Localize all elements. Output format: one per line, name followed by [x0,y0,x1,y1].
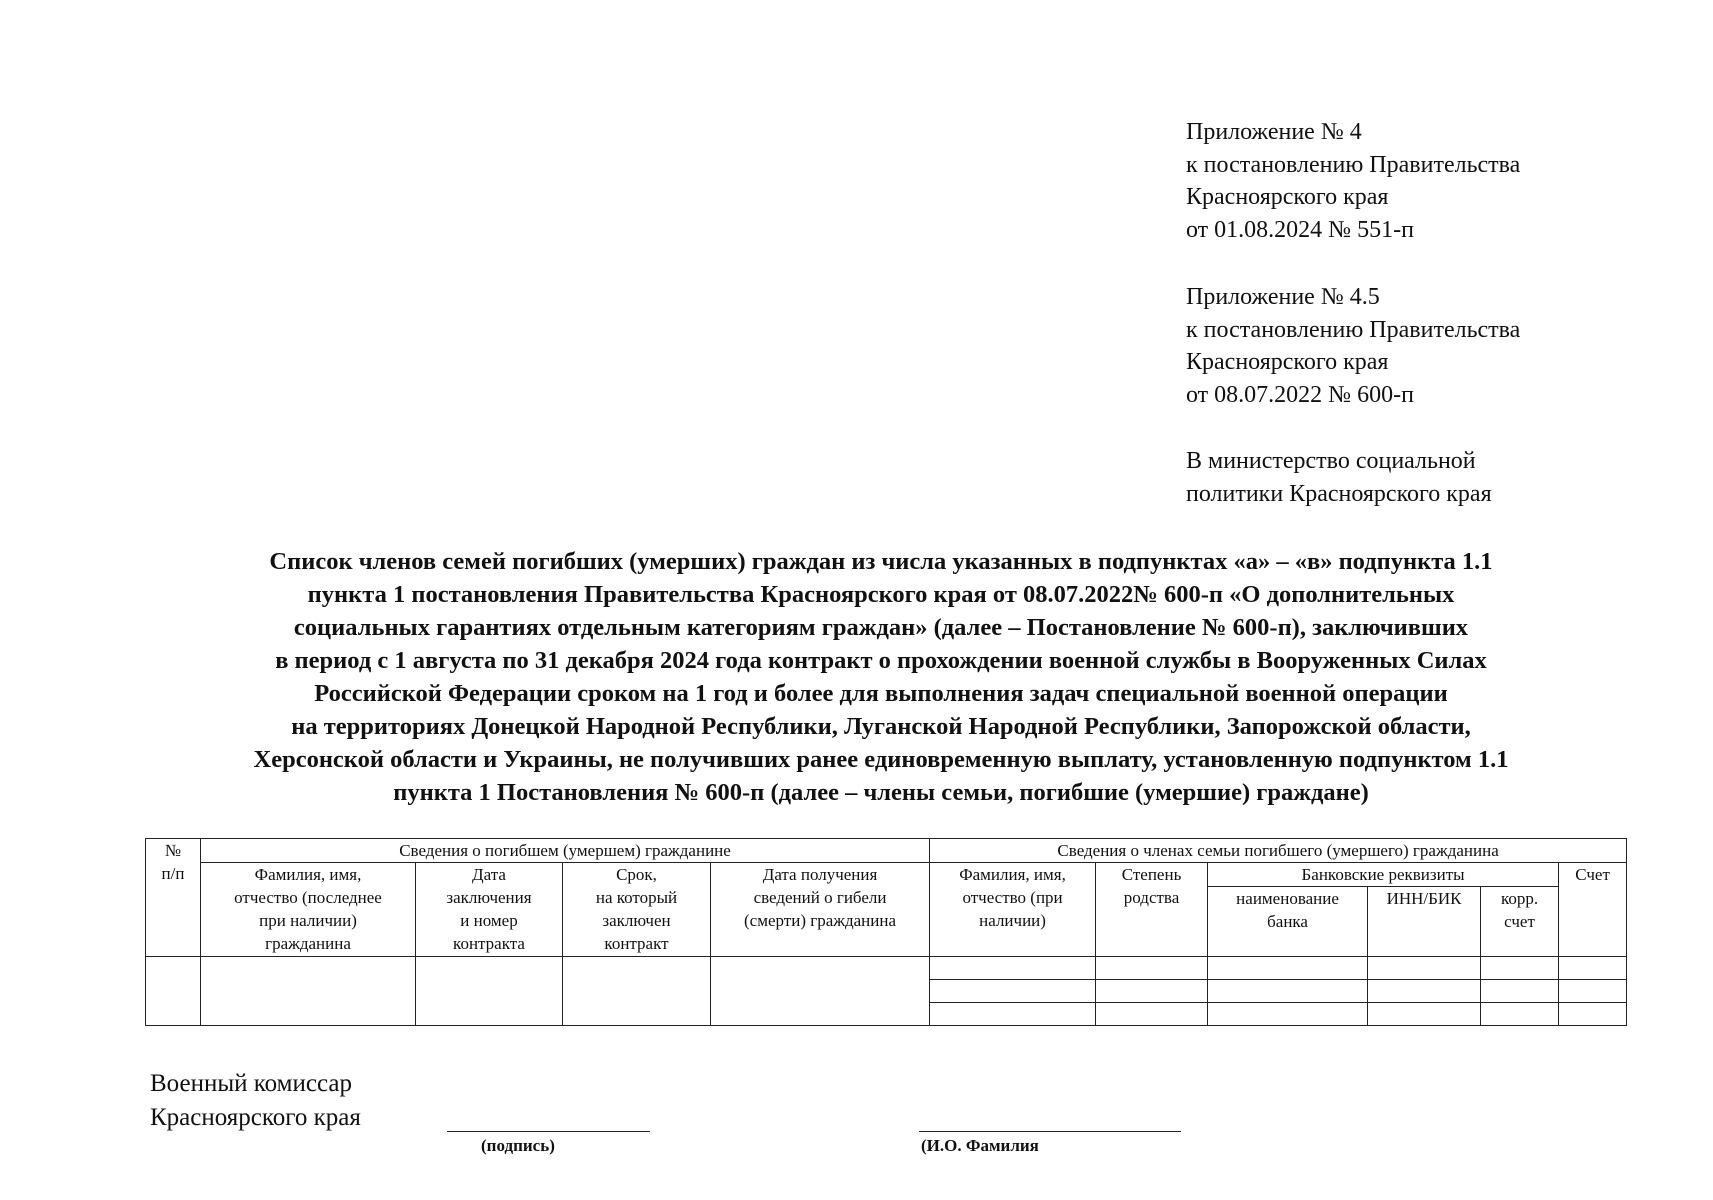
header-text: сведений о гибели [753,888,887,907]
header-text: отчество (при [962,888,1063,907]
col-header-family-name [930,863,1096,957]
header-text: наименование [1236,889,1339,908]
col-header-contract-term [563,863,711,957]
header-text: Степень [1121,865,1182,884]
col-header-death-info-date [711,863,930,957]
recipient-block [1186,445,1492,510]
col-header-contract-date [416,863,563,957]
title-line: пункта 1 Постановления № 600-п (далее – члены семьи, погибшие (умершие) граждане) [393,779,1369,806]
appendix-line: Красноярского края [1186,184,1389,210]
table-cell [1368,957,1481,980]
header-text: заключения [446,888,532,907]
header-text: гражданина [265,934,351,953]
signature-line [447,1131,650,1132]
table-cell [1559,980,1627,1003]
col-header-deceased-name [201,863,416,957]
group-header-bank: Банковские реквизиты [1208,863,1559,887]
header-text: № [164,841,182,860]
appendix-line: к постановлению Правительства [1186,151,1521,178]
header-text: корр. [1500,889,1539,908]
col-header-kinship [1096,863,1208,957]
table-cell [1208,1003,1368,1026]
header-text: (смерти) гражданина [744,911,897,930]
title-line: в период с 1 августа по 31 декабря 2024 года контракт о прохождении военной службы в Вооруженных Силах [275,647,1487,674]
header-text: Фамилия, имя, [254,865,362,884]
header-text: контракта [453,934,525,953]
group-header-family: Сведения о членах семьи погибшего (умершего) гражданина [930,839,1627,863]
table-cell [1208,957,1368,980]
recipient-line: В министерство социальной [1186,448,1476,474]
header-text: Срок, [616,865,657,884]
title-line: пункта 1 постановления Правительства Красноярского края от 08.07.2022№ 600-п «О дополнительных [307,581,1455,608]
header-text: Фамилия, имя, [959,865,1066,884]
table-cell [930,1003,1096,1026]
title-line: Список членов семей погибших (умерших) граждан из числа указанных в подпунктах «а» – «в» подпункта 1.1 [269,548,1493,575]
name-line [919,1131,1181,1132]
table-cell [1096,1003,1208,1026]
table-cell [1096,957,1208,980]
signer-position [150,1067,361,1135]
table-cell [930,957,1096,980]
col-header-number [146,839,201,957]
title-line: на территориях Донецкой Народной Республики, Луганской Народной Республики, Запорожской области, [291,713,1471,740]
table-cell [1481,1003,1559,1026]
table-cell [1368,1003,1481,1026]
appendix-4-header [1186,116,1520,246]
signer-line: Военный комиссар [150,1070,352,1097]
appendix-line: к постановлению Правительства [1186,316,1521,343]
table-cell [416,957,563,1026]
table-header-row [146,863,1627,887]
family-members-table [145,838,1627,1026]
title-line: Херсонской области и Украины, не получивших ранее единовременную выплату, установленную подпунктом 1.1 [253,746,1509,773]
header-text: на который [595,888,678,907]
header-text: Дата получения [762,865,878,884]
table-cell [1208,980,1368,1003]
col-header-corr-account [1481,887,1559,957]
recipient-line: политики Красноярского края [1186,480,1492,507]
col-header-inn-bik: ИНН/БИК [1368,887,1481,957]
header-text: отчество (последнее [234,888,382,907]
title-line: Российской Федерации сроком на 1 год и более для выполнения задач специальной военной операции [314,680,1448,707]
header-text: Дата [472,865,506,884]
table-cell [1481,957,1559,980]
group-header-deceased: Сведения о погибшем (умершем) гражданине [201,839,930,863]
signer-line: Красноярского края [150,1104,361,1131]
table-cell [1559,957,1627,980]
table-cell [1096,980,1208,1003]
col-header-bank-name [1208,887,1368,957]
table-header-row [146,839,1627,863]
header-text: наличии) [979,911,1046,930]
header-text: контракт [604,934,669,953]
signature-caption: (подпись) [481,1136,555,1155]
table-cell [1481,980,1559,1003]
appendix-line: от 01.08.2024 № 551-п [1186,216,1414,243]
table-cell [201,957,416,1026]
table-cell [930,980,1096,1003]
header-text: банка [1267,912,1308,931]
document-title [120,545,1642,809]
appendix-line: Приложение № 4 [1186,119,1362,145]
table-cell [563,957,711,1026]
appendix-line: Красноярского края [1186,349,1389,375]
table-row [146,957,1627,980]
header-text: п/п [161,864,185,883]
header-text: и номер [460,911,518,930]
table-cell [1368,980,1481,1003]
header-text: родства [1123,888,1180,907]
header-text: счет [1504,912,1535,931]
table-cell [711,957,930,1026]
appendix-4-5-header [1186,281,1520,411]
header-text: при наличии) [259,911,357,930]
title-line: социальных гарантиях отдельным категориям граждан» (далее – Постановление № 600-п), заключивших [293,614,1469,641]
table-cell [1559,1003,1627,1026]
appendix-line: от 08.07.2022 № 600-п [1186,381,1414,408]
header-text: заключен [602,911,671,930]
appendix-line: Приложение № 4.5 [1186,284,1380,310]
name-caption: (И.О. Фамилия [921,1136,1039,1155]
table-cell [146,957,201,1026]
col-header-account: Счет [1559,863,1627,957]
